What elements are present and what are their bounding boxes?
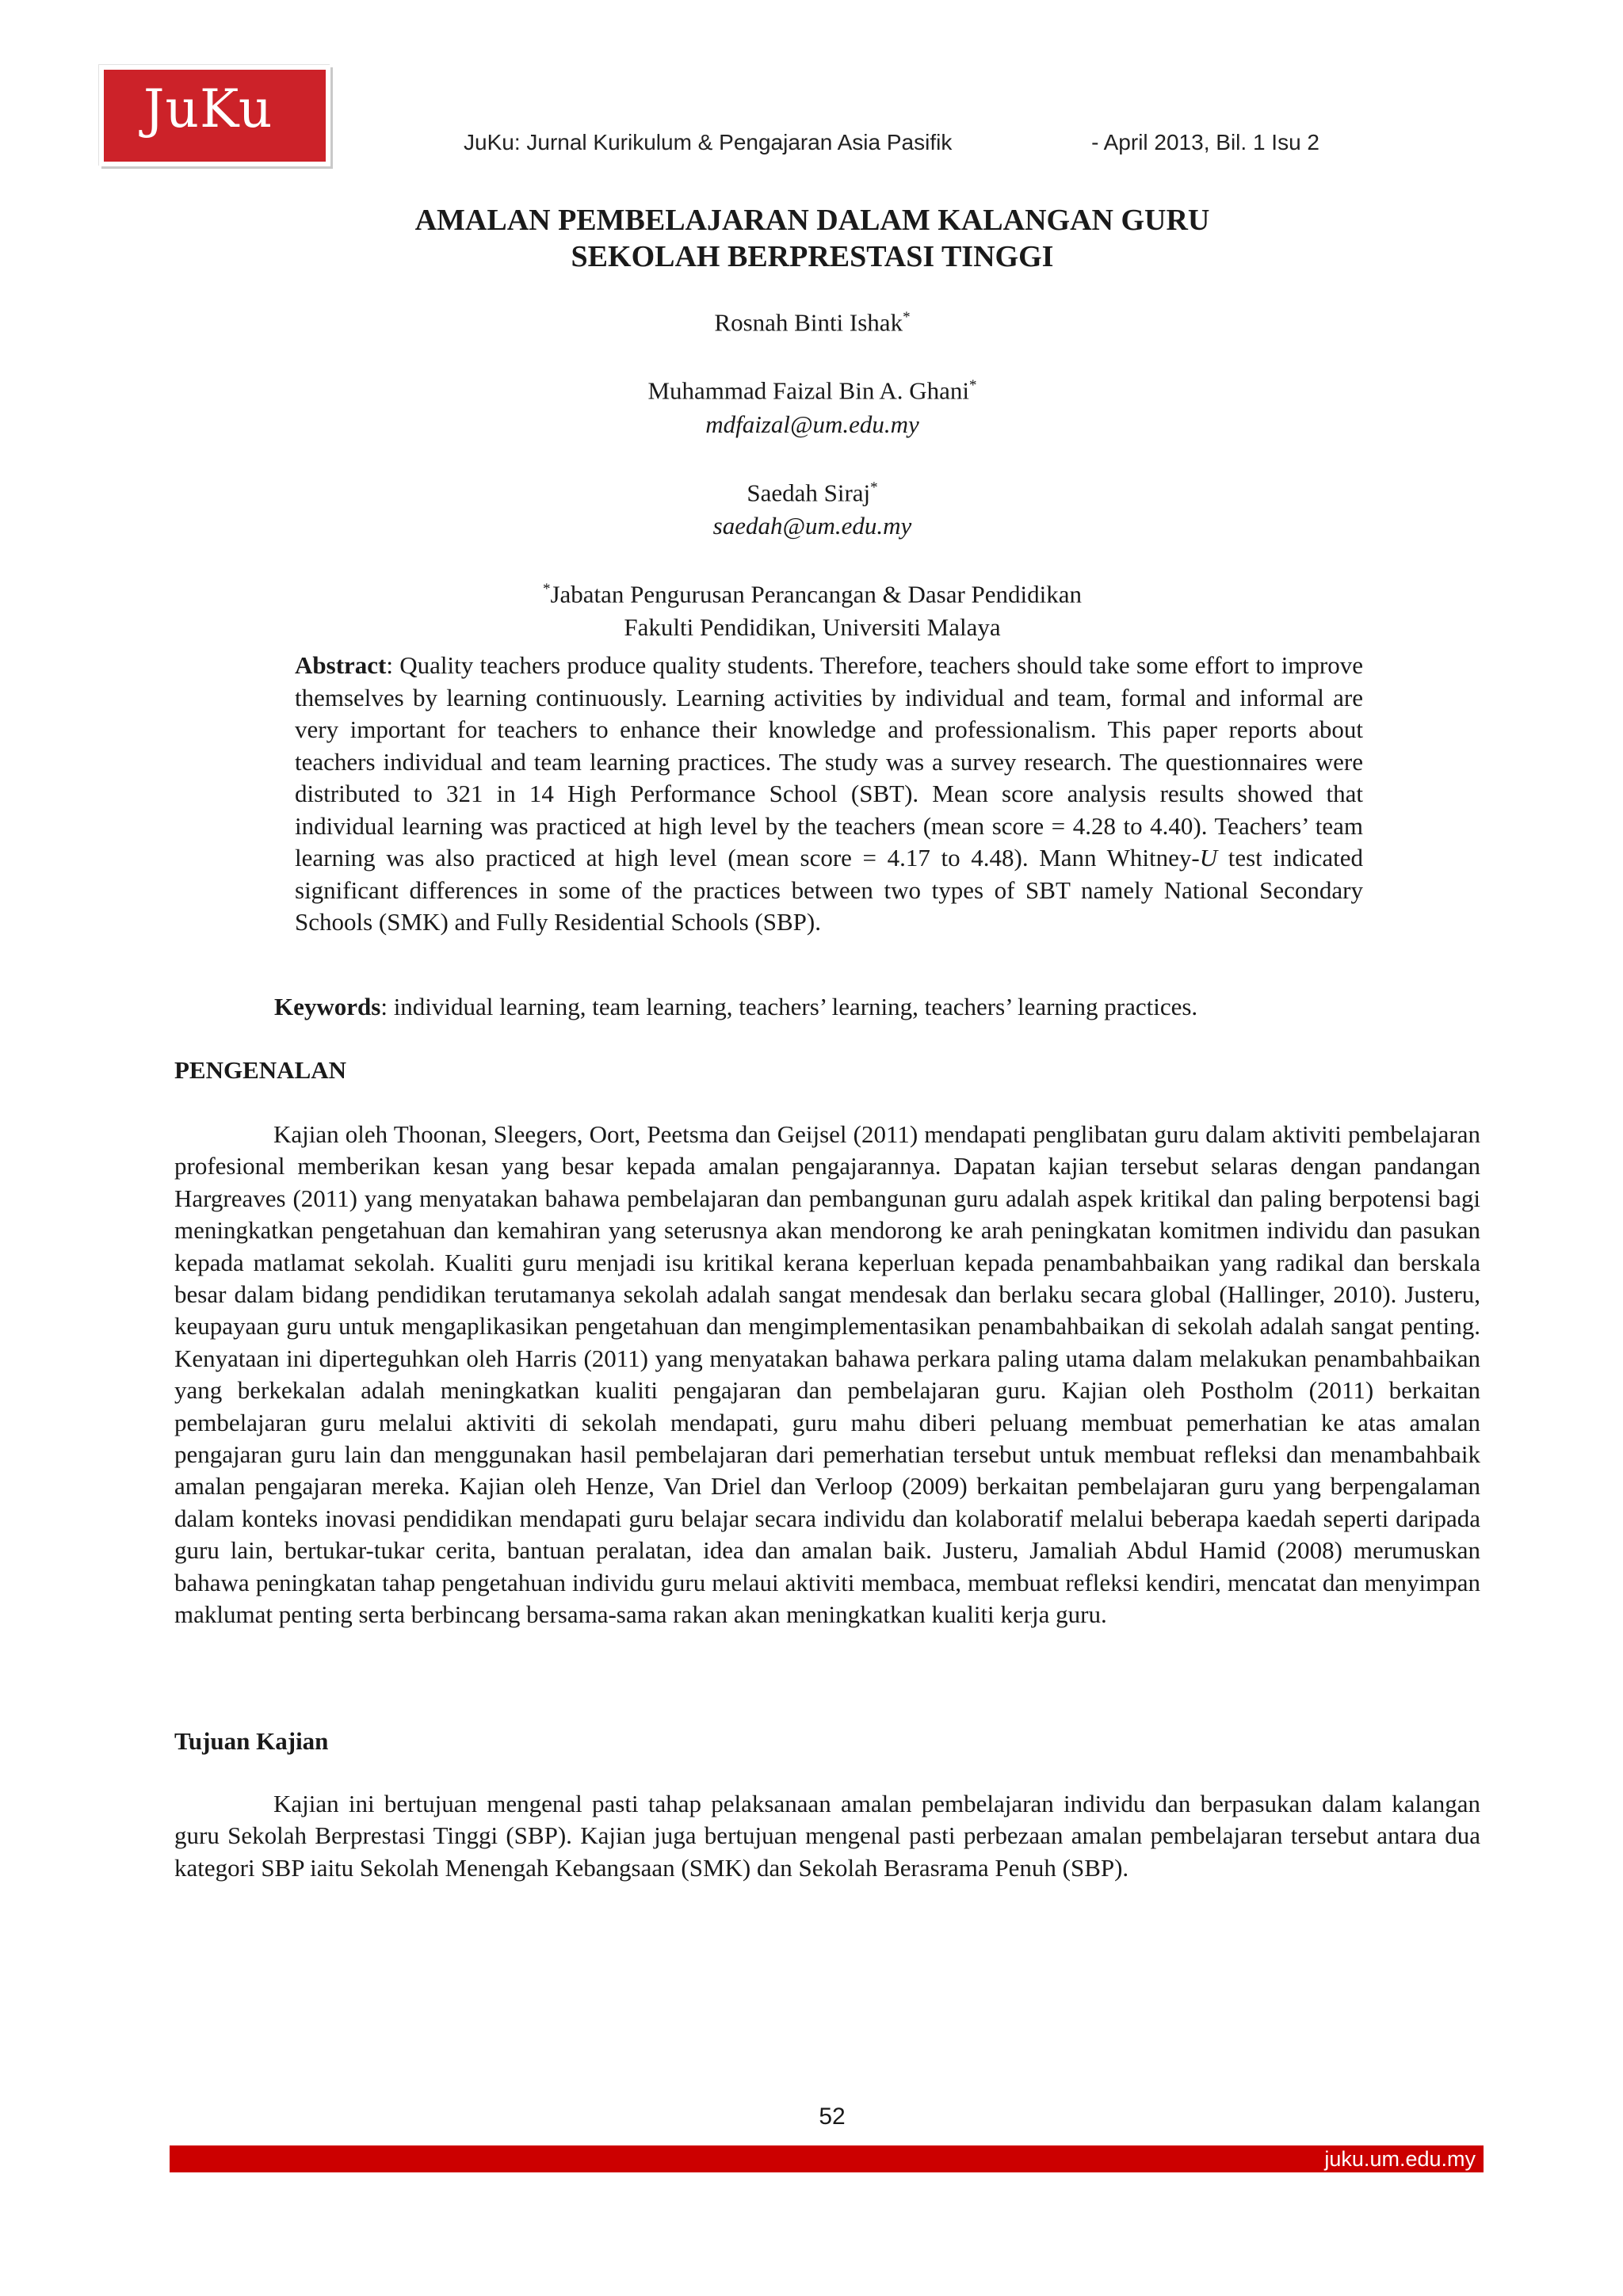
author-block (238, 301, 1387, 674)
author-email[interactable]: saedah@um.edu.my (712, 511, 912, 540)
author-mark: * (870, 479, 878, 496)
logo-text: JuKu (104, 70, 326, 162)
author-3 (238, 471, 1387, 543)
author-email[interactable]: mdfaizal@um.edu.my (705, 410, 919, 438)
issue-info: - April 2013, Bil. 1 Isu 2 (1091, 130, 1319, 154)
title-line-2: SEKOLAH BERPRESTASI TINGGI (571, 240, 1054, 273)
author-name: Saedah Siraj (747, 478, 871, 506)
section-paragraph-pengenalan: Kajian oleh Thoonan, Sleegers, Oort, Peetsma dan Geijsel (2011) mendapati penglibatan guru dalam aktiviti pembelajaran profesional memberikan kesan yang besar kepada amalan pengajarannya. Dapatan kajian tersebut selaras dengan pandangan Hargreaves (2011) yang menyatakan bahawa pembelajaran dan pembangunan guru adalah aspek kritikal dan paling berpotensi bagi meningkatkan pengetahuan dan kemahiran yang seterusnya akan mendorong ke arah peningkatan komitmen individu dan pasukan kepada matlamat sekolah. Kualiti guru menjadi isu kritikal kerana keperluan kepada penambahbaikan yang radikal dan berskala besar dalam bidang pendidikan terutamanya sekolah adalah sangat mendesak dan berlaku secara global (Hallinger, 2010). Justeru, keupayaan guru untuk mengaplikasikan pengetahuan dan mengimplementasikan penambahbaikan di sekolah adalah sangat penting. Kenyataan ini diperteguhkan oleh Harris (2011) yang menyatakan bahawa perkara paling utama dalam melakukan penambahbaikan yang berkekalan adalah meningkatkan kualiti pengajaran dan pembelajaran guru. Kajian oleh Postholm (2011) berkaitan pembelajaran guru melalui aktiviti di sekolah mendapati, guru mahu diberi peluang membuat pemerhatian ke atas amalan pengajaran guru lain dan menggunakan hasil pembelajaran dari pemerhatian tersebut untuk membuat refleksi dan menambahbaik amalan pengajaran mereka. Kajian oleh Henze, Van Driel dan Verloop (2009) berkaitan pembelajaran guru yang berpengalaman dalam konteks inovasi pendidikan mendapati guru belajar secara individu dan kolaboratif melalui beberapa kaedah seperti daripada guru lain, bertukar-tukar cerita, bantuan peralatan, idea dan amalan baik. Justeru, Jamaliah Abdul Hamid (2008) merumuskan bahawa peningkatan tahap pengetahuan individu guru melaui aktiviti membaca, membuat refleksi kendiri, mencatat dan menyimpan maklumat penting serta berbincang bersama-sama rakan akan meningkatkan kualiti kerja guru. (174, 1120, 1480, 1629)
author-name: Muhammad Faizal Bin A. Ghani (647, 376, 970, 405)
author-name: Rosnah Binti Ishak (714, 308, 903, 337)
footer-url-link[interactable]: juku.um.edu.my (1324, 2147, 1476, 2171)
section-paragraph-tujuan-kajian: Kajian ini bertujuan mengenal pasti tahap pelaksanaan amalan pembelajaran individu dan berpasukan dalam kalangan guru Sekolah Berprestasi Tinggi (SBP). Kajian juga bertujuan mengenal pasti perbezaan amalan pembelajaran tersebut antara dua kategori SBP iaitu Sekolah Menengah Kebangsaan (SMK) dan Sekolah Berasrama Penuh (SBP). (174, 1790, 1480, 1882)
author-2 (238, 369, 1387, 441)
keywords-text: : individual learning, team learning, teachers’ learning, teachers’ learning practices. (380, 993, 1198, 1020)
section-heading-pengenalan: PENGENALAN (174, 1056, 347, 1084)
running-header (464, 130, 1319, 155)
author-1 (238, 301, 1387, 339)
paper-title (238, 202, 1387, 275)
affiliation (238, 573, 1387, 644)
author-mark: * (969, 377, 977, 395)
section-heading-tujuan-kajian: Tujuan Kajian (174, 1727, 329, 1755)
journal-logo (99, 65, 330, 166)
abstract-text: : Quality teachers produce quality students. Therefore, teachers should take some effort to improve themselves by learning continuously. Learning activities by individual and team, formal and informal are very important for teachers to enhance their knowledge and professionalism. This paper reports about teachers individual and team learning practices. The study was a survey research. The questionnaires were distributed to 321 in 14 High Performance School (SBT). Mean score analysis results showed that individual learning was practiced at high level by the teachers (mean score = 4.28 to 4.40). Teachers’ team learning was also practiced at high level (mean score = 4.17 to 4.48). Mann Whitney- (295, 651, 1363, 871)
keywords-label: Keywords (274, 993, 381, 1020)
journal-name: JuKu: Jurnal Kurikulum & Pengajaran Asia Pasifik (464, 130, 953, 154)
abstract-u-symbol: U (1199, 844, 1218, 871)
keywords (274, 991, 1384, 1023)
affiliation-mark: * (542, 580, 551, 597)
abstract-text-end: test indicated significant differences in some of the practices between two types of SBT namely National Secondary Schools (SMK) and Fully Residential Schools (SBP). (295, 844, 1363, 936)
footer-bar (170, 2145, 1484, 2172)
abstract-label: Abstract (295, 651, 387, 679)
author-mark: * (903, 309, 911, 326)
page-number: 52 (819, 2103, 846, 2130)
affiliation-line-2: Fakulti Pendidikan, Universiti Malaya (624, 613, 1001, 642)
affiliation-line-1: Jabatan Pengurusan Perancangan & Dasar Pendidikan (550, 580, 1083, 608)
abstract (295, 650, 1363, 939)
title-line-1: AMALAN PEMBELAJARAN DALAM KALANGAN GURU (414, 204, 1210, 237)
